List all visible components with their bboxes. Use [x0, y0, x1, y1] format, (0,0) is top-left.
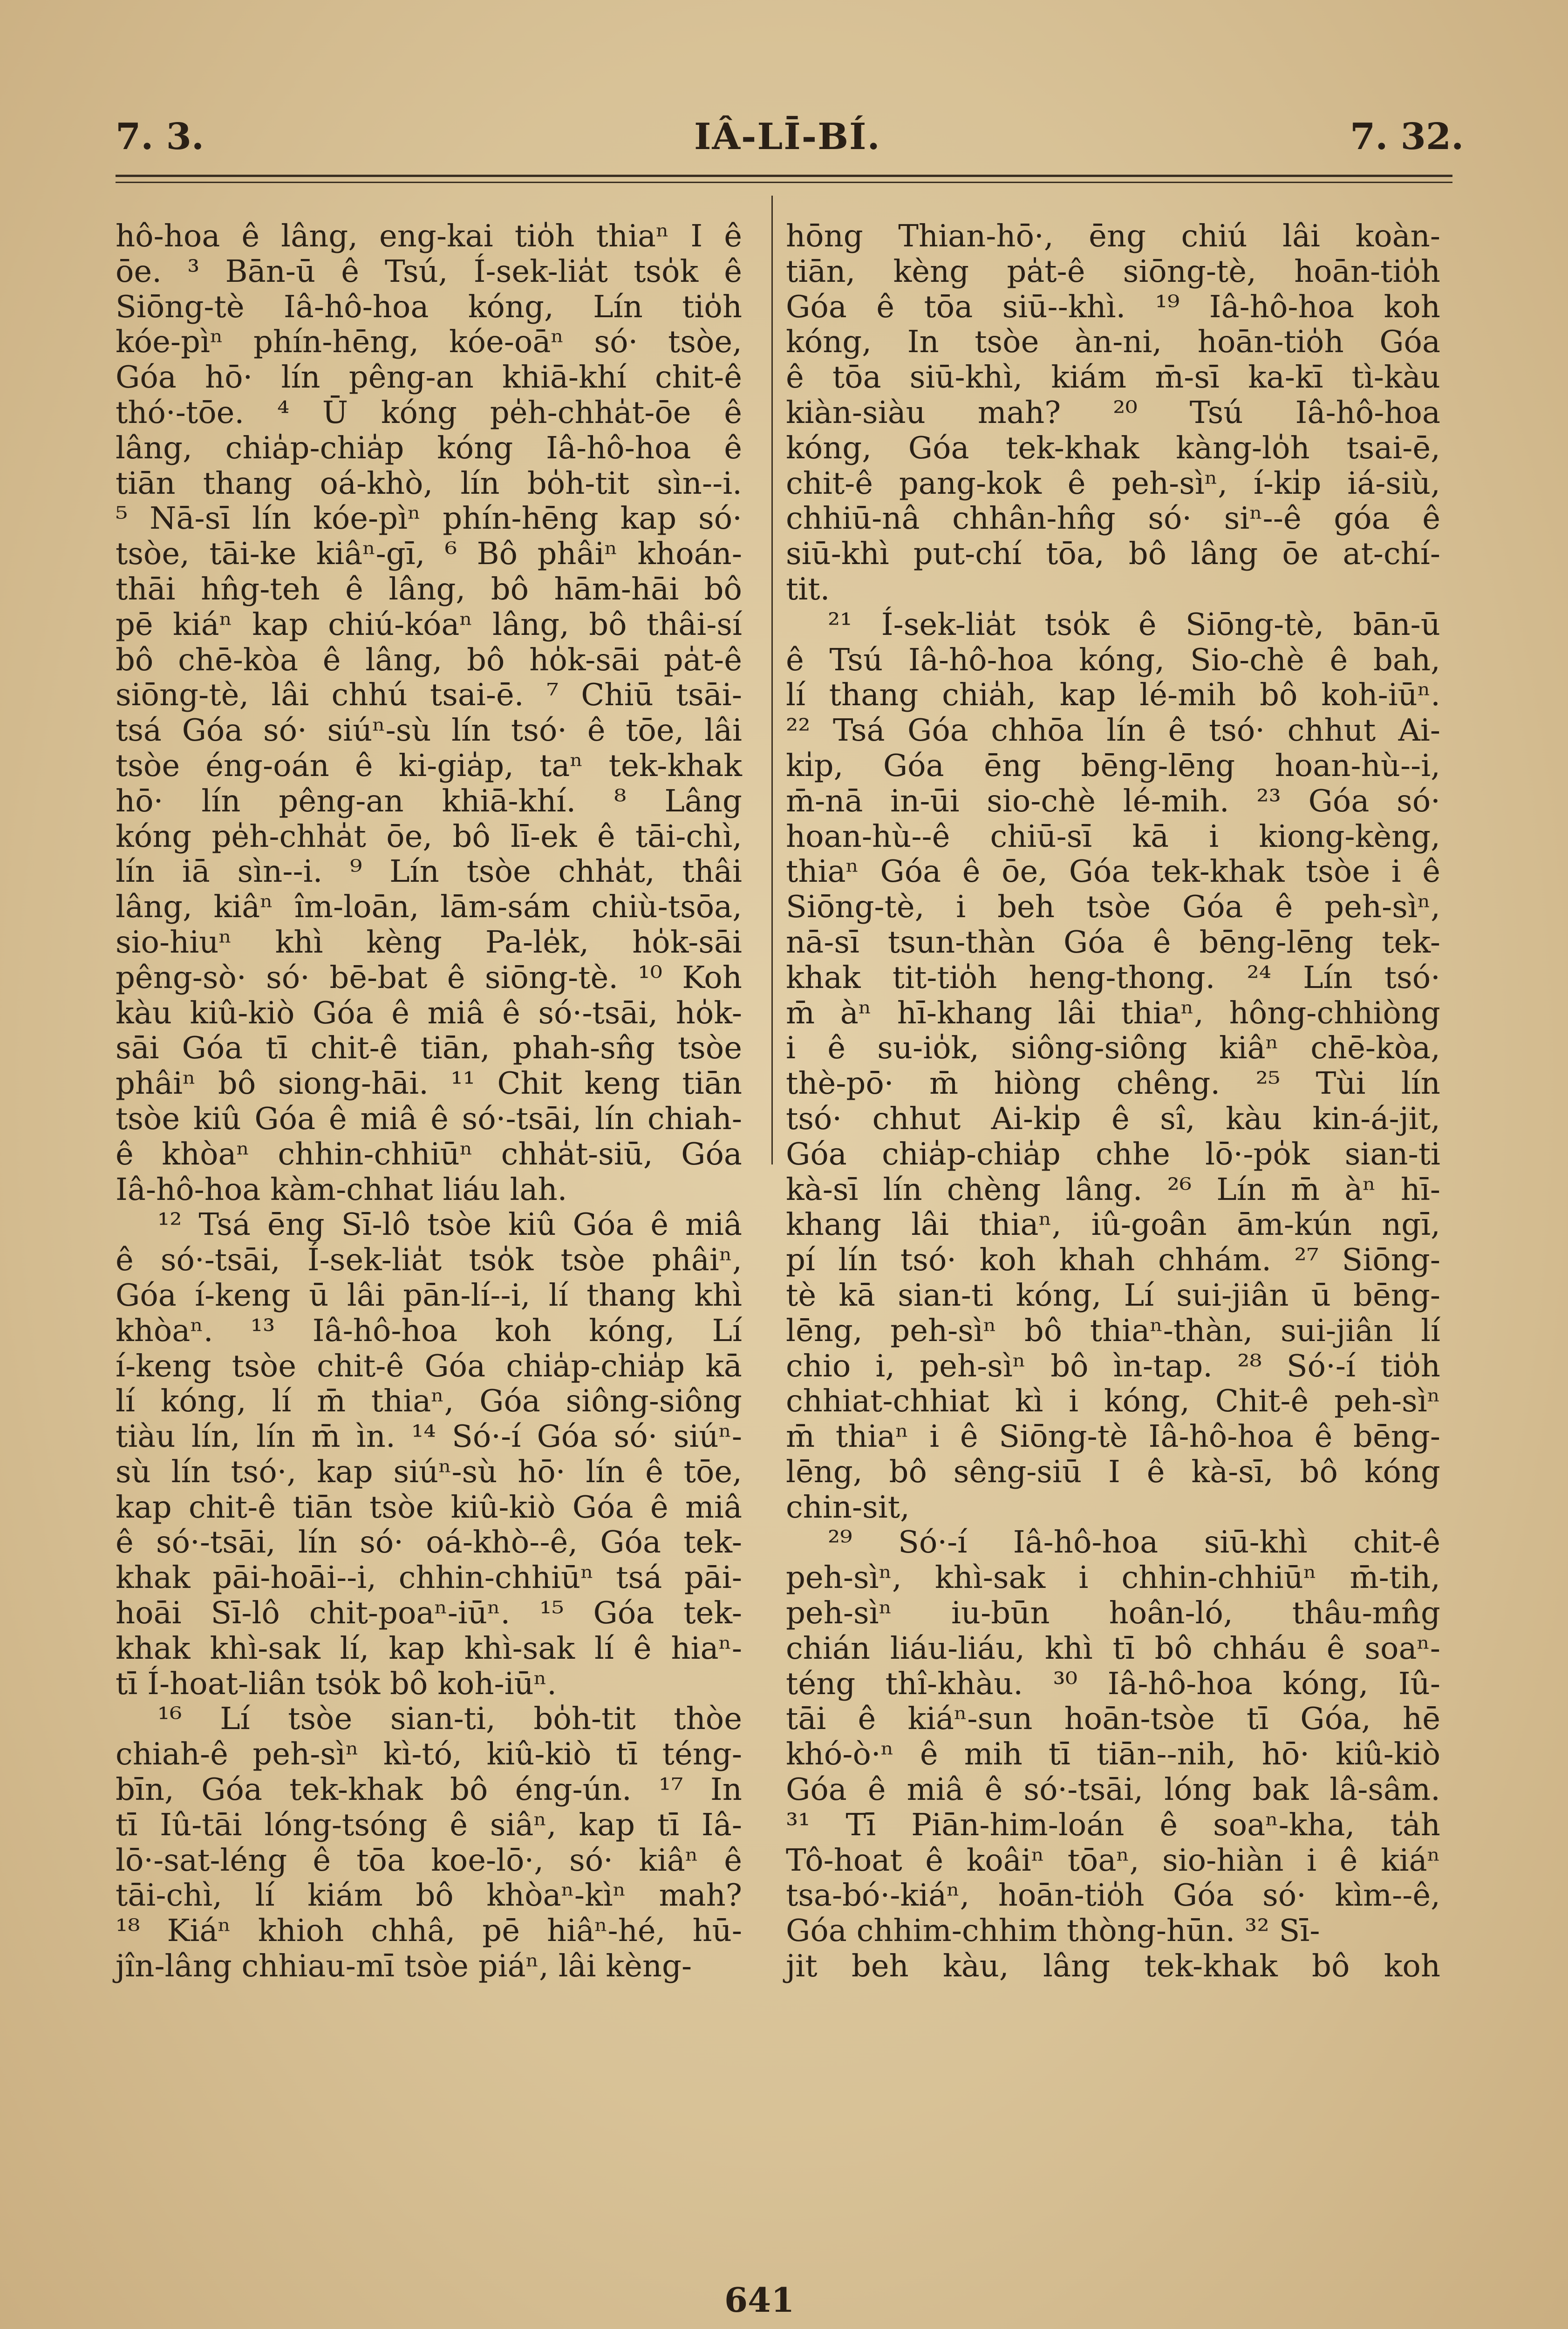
text-line: hô-hoa ê lâng, eng-kai tio̍h thiaⁿ I ê — [116, 218, 742, 254]
text-line: Góa ê miâ ê só·-tsāi, lóng bak lâ-sâm. — [786, 1772, 1440, 1808]
text-line: kap chit-ê tiān tsòe kiû-kiò Góa ê miâ — [116, 1489, 742, 1525]
text-line: Góa ê tōa siū--khì. ¹⁹ Iâ-hô-hoa koh — [786, 289, 1440, 325]
text-line: chhiat-chhiat kì i kóng, Chit-ê peh-sìⁿ — [786, 1383, 1440, 1419]
text-line: ²¹ Í-sek-lia̍t tso̍k ê Siōng-tè, bān-ū — [828, 606, 1440, 642]
text-line: ²⁹ Só·-í Iâ-hô-hoa siū-khì chit-ê — [828, 1525, 1440, 1560]
text-line: peh-sìⁿ iu-būn hoân-ló, thâu-mn̂g — [786, 1595, 1440, 1631]
text-line: hō· lín pêng-an khiā-khí. ⁸ Lâng — [116, 783, 742, 819]
text-line: ê khòaⁿ chhin-chhiūⁿ chha̍t-siū, Góa — [116, 1136, 742, 1172]
text-line: lēng, bô sêng-siū I ê kà-sī, bô kóng — [786, 1454, 1440, 1490]
text-line: khó-ò·ⁿ ê mih tī tiān--nih, hō· kiû-kiò — [786, 1737, 1440, 1772]
left-column — [116, 219, 742, 1984]
text-line: sù lín tsó·, kap siúⁿ-sù hō· lín ê tōe, — [116, 1454, 742, 1490]
text-line: khang lâi thiaⁿ, iû-goân ām-kún ngī, — [786, 1207, 1440, 1243]
chapter-verse-end: 7. 32. — [1350, 116, 1464, 158]
text-line: tāi-chì, lí kiám bô khòaⁿ-kìⁿ mah? — [116, 1878, 742, 1914]
text-line: lí thang chia̍h, kap lé-mih bô koh-iūⁿ. — [786, 677, 1440, 713]
text-line: hoan-hù--ê chiū-sī kā i kiong-kèng, — [786, 818, 1440, 854]
text-line: siōng-tè, lâi chhú tsai-ē. ⁷ Chiū tsāi- — [116, 677, 742, 713]
text-line: kiàn-siàu mah? ²⁰ Tsú Iâ-hô-hoa — [786, 395, 1440, 430]
text-line: í-keng tsòe chit-ê Góa chia̍p-chia̍p kā — [116, 1348, 742, 1384]
text-line: hoāi Sī-lô chit-poaⁿ-iūⁿ. ¹⁵ Góa tek- — [116, 1595, 742, 1631]
text-line: Góa chia̍p-chia̍p chhe lō·-po̍k sian-ti — [786, 1136, 1440, 1172]
text-line: tsòe éng-oán ê ki-gia̍p, taⁿ tek-khak — [116, 748, 742, 783]
text-line: kàu kiû-kiò Góa ê miâ ê só·-tsāi, ho̍k- — [116, 995, 742, 1031]
text-line: phâiⁿ bô siong-hāi. ¹¹ Chit keng tiān — [116, 1066, 742, 1102]
text-line: jîn-lâng chhiau-mī tsòe piáⁿ, lâi kèng- — [116, 1948, 692, 1984]
text-line: kóng, In tsòe àn-ni, hoān-tio̍h Góa — [786, 324, 1440, 360]
text-line: Góa chhim-chhim thòng-hūn. ³² Sī- — [786, 1913, 1320, 1949]
text-line: pē kiáⁿ kap chiú-kóaⁿ lâng, bô thâi-sí — [116, 606, 742, 642]
text-line: ōe. ³ Bān-ū ê Tsú, Í-sek-lia̍t tso̍k ê — [116, 253, 742, 289]
text-line: hōng Thian-hō·, ēng chiú lâi koàn- — [786, 218, 1440, 254]
text-line: tsòe, tāi-ke kiâⁿ-gī, ⁶ Bô phâiⁿ khoán- — [116, 536, 742, 572]
text-line: nā-sī tsun-thàn Góa ê bēng-lēng tek- — [786, 924, 1440, 960]
text-line: Góa í-keng ū lâi pān-lí--i, lí thang khì — [116, 1277, 742, 1313]
text-line: bīn, Góa tek-khak bô éng-ún. ¹⁷ In — [116, 1772, 742, 1808]
text-line: chiah-ê peh-sìⁿ kì-tó, kiû-kiò tī téng- — [116, 1737, 742, 1772]
text-line: ¹² Tsá ēng Sī-lô tsòe kiû Góa ê miâ — [157, 1207, 742, 1243]
text-line: Góa hō· lín pêng-an khiā-khí chit-ê — [116, 360, 742, 395]
text-line: thè-pō· m̄ hiòng chêng. ²⁵ Tùi lín — [786, 1066, 1440, 1102]
text-line: peh-sìⁿ, khì-sak i chhin-chhiūⁿ m̄-tih, — [786, 1560, 1440, 1596]
column-divider — [771, 196, 773, 1164]
text-line: ⁵ Nā-sī lín kóe-pìⁿ phín-hēng kap só· — [116, 501, 742, 537]
text-line: pêng-sò· só· bē-bat ê siōng-tè. ¹⁰ Koh — [116, 960, 742, 995]
text-line: ê Tsú Iâ-hô-hoa kóng, Sio-chè ê bah, — [786, 642, 1440, 678]
text-line: kóng pe̍h-chha̍t ōe, bô lī-ek ê tāi-chì, — [116, 818, 742, 854]
text-line: ²² Tsá Góa chhōa lín ê tsó· chhut Ai- — [786, 713, 1440, 749]
text-line: tit. — [786, 571, 830, 607]
text-line: thāi hn̂g-teh ê lâng, bô hām-hāi bô — [116, 571, 742, 607]
chapter-verse-start: 7. 3. — [116, 116, 205, 158]
text-line: ê só·-tsāi, Í-sek-lia̍t tso̍k tsòe phâiⁿ, — [116, 1242, 742, 1278]
text-line: kóe-pìⁿ phín-hēng, kóe-oāⁿ só· tsòe, — [116, 324, 742, 360]
text-line: thó·-tōe. ⁴ Ū kóng pe̍h-chha̍t-ōe ê — [116, 395, 742, 430]
text-line: ê só·-tsāi, lín só· oá-khò--ê, Góa tek- — [116, 1525, 742, 1560]
text-line: m̄ thiaⁿ i ê Siōng-tè Iâ-hô-hoa ê bēng- — [786, 1419, 1440, 1455]
text-line: lâng, kiâⁿ îm-loān, lām-sám chiù-tsōa, — [116, 889, 742, 925]
text-line: Iâ-hô-hoa kàm-chhat liáu lah. — [116, 1171, 567, 1207]
text-line: ki̍p, Góa ēng bēng-lēng hoan-hù--i, — [786, 748, 1440, 783]
text-line: tī Í-hoat-liân tso̍k bô koh-iūⁿ. — [116, 1666, 557, 1702]
text-line: Siōng-tè Iâ-hô-hoa kóng, Lín tio̍h — [116, 289, 742, 325]
text-line: khòaⁿ. ¹³ Iâ-hô-hoa koh kóng, Lí — [116, 1313, 742, 1348]
text-line: pí lín tsó· koh khah chhám. ²⁷ Siōng- — [786, 1242, 1440, 1278]
text-line: Siōng-tè, i beh tsòe Góa ê peh-sìⁿ, — [786, 889, 1440, 925]
text-line: tsá Góa só· siúⁿ-sù lín tsó· ê tōe, lâi — [116, 713, 742, 749]
text-line: ¹⁸ Kiáⁿ khioh chhâ, pē hiâⁿ-hé, hū- — [116, 1913, 742, 1949]
text-line: tiān, kèng pa̍t-ê siōng-tè, hoān-tio̍h — [786, 253, 1440, 289]
text-line: chin-sit, — [786, 1489, 910, 1525]
text-line: lēng, peh-sìⁿ bô thiaⁿ-thàn, sui-jiân lí — [786, 1313, 1440, 1348]
text-line: Tô-hoat ê koâiⁿ tōaⁿ, sio-hiàn i ê kiáⁿ — [786, 1842, 1440, 1878]
text-line: sio-hiuⁿ khì kèng Pa-le̍k, ho̍k-sāi — [116, 924, 742, 960]
text-line: tiàu lín, lín m̄ ìn. ¹⁴ Só·-í Góa só· siúⁿ- — [116, 1419, 742, 1455]
text-line: khak tit-tio̍h heng-thong. ²⁴ Lín tsó· — [786, 960, 1440, 995]
text-line: bô chē-kòa ê lâng, bô ho̍k-sāi pa̍t-ê — [116, 642, 742, 678]
text-line: tsòe kiû Góa ê miâ ê só·-tsāi, lín chiah- — [116, 1101, 742, 1137]
header-rule — [116, 175, 1452, 177]
right-column — [786, 219, 1440, 1984]
text-line: khak pāi-hoāi--i, chhin-chhiūⁿ tsá pāi- — [116, 1560, 742, 1596]
text-line: tī Iû-tāi lóng-tsóng ê siâⁿ, kap tī Iâ- — [116, 1807, 742, 1843]
text-line: tiān thang oá-khò, lín bo̍h-tit sìn--i. — [116, 465, 742, 501]
text-line: tè kā sian-ti kóng, Lí sui-jiân ū bēng- — [786, 1277, 1440, 1313]
text-line: tsó· chhut Ai-ki̍p ê sî, kàu kin-á-jit, — [786, 1101, 1440, 1137]
text-line: lō·-sat-léng ê tōa koe-lō·, só· kiâⁿ ê — [116, 1842, 742, 1878]
text-line: tsa-bó·-kiáⁿ, hoān-tio̍h Góa só· kìm--ê, — [786, 1878, 1440, 1914]
text-line: siū-khì put-chí tōa, bô lâng ōe at-chí- — [786, 536, 1440, 572]
text-line: lí kóng, lí m̄ thiaⁿ, Góa siông-siông — [116, 1383, 742, 1419]
text-line: kóng, Góa tek-khak kàng-lo̍h tsai-ē, — [786, 430, 1440, 466]
text-line: lín iā sìn--i. ⁹ Lín tsòe chha̍t, thâi — [116, 854, 742, 890]
text-line: jit beh kàu, lâng tek-khak bô koh — [786, 1948, 1440, 1984]
text-line: ³¹ Tī Piān-him-loán ê soaⁿ-kha, ta̍h — [786, 1807, 1440, 1843]
text-line: sāi Góa tī chit-ê tiān, phah-sn̂g tsòe — [116, 1030, 742, 1066]
text-line: tāi ê kiáⁿ-sun hoān-tsòe tī Góa, hē — [786, 1701, 1440, 1737]
text-line: m̄-nā in-ūi sio-chè lé-mih. ²³ Góa só· — [786, 783, 1440, 819]
text-line: téng thî-khàu. ³⁰ Iâ-hô-hoa kóng, Iû- — [786, 1666, 1440, 1702]
text-line: ¹⁶ Lí tsòe sian-ti, bo̍h-tit thòe — [157, 1701, 742, 1737]
text-line: khak khì-sak lí, kap khì-sak lí ê hiaⁿ- — [116, 1630, 742, 1666]
text-line: chián liáu-liáu, khì tī bô chháu ê soaⁿ- — [786, 1630, 1440, 1666]
text-line: kà-sī lín chèng lâng. ²⁶ Lín m̄ àⁿ hī- — [786, 1171, 1440, 1207]
header-rule-thin — [116, 182, 1452, 183]
book-title: IÂ-LĪ-BÍ. — [694, 116, 881, 158]
text-line: m̄ àⁿ hī-khang lâi thiaⁿ, hông-chhiòng — [786, 995, 1440, 1031]
text-line: ê tōa siū-khì, kiám m̄-sī ka-kī tì-kàu — [786, 360, 1440, 395]
page-number: 641 — [724, 2280, 795, 2320]
text-line: lâng, chia̍p-chia̍p kóng Iâ-hô-hoa ê — [116, 430, 742, 466]
text-line: chhiū-nâ chhân-hn̂g só· siⁿ--ê góa ê — [786, 501, 1440, 537]
text-line: thiaⁿ Góa ê ōe, Góa tek-khak tsòe i ê — [786, 854, 1440, 890]
text-line: chio i, peh-sìⁿ bô ìn-tap. ²⁸ Só·-í tio̍h — [786, 1348, 1440, 1384]
text-line: chit-ê pang-kok ê peh-sìⁿ, í-ki̍p iá-siù, — [786, 465, 1440, 501]
text-line: i ê su-io̍k, siông-siông kiâⁿ chē-kòa, — [786, 1030, 1440, 1066]
